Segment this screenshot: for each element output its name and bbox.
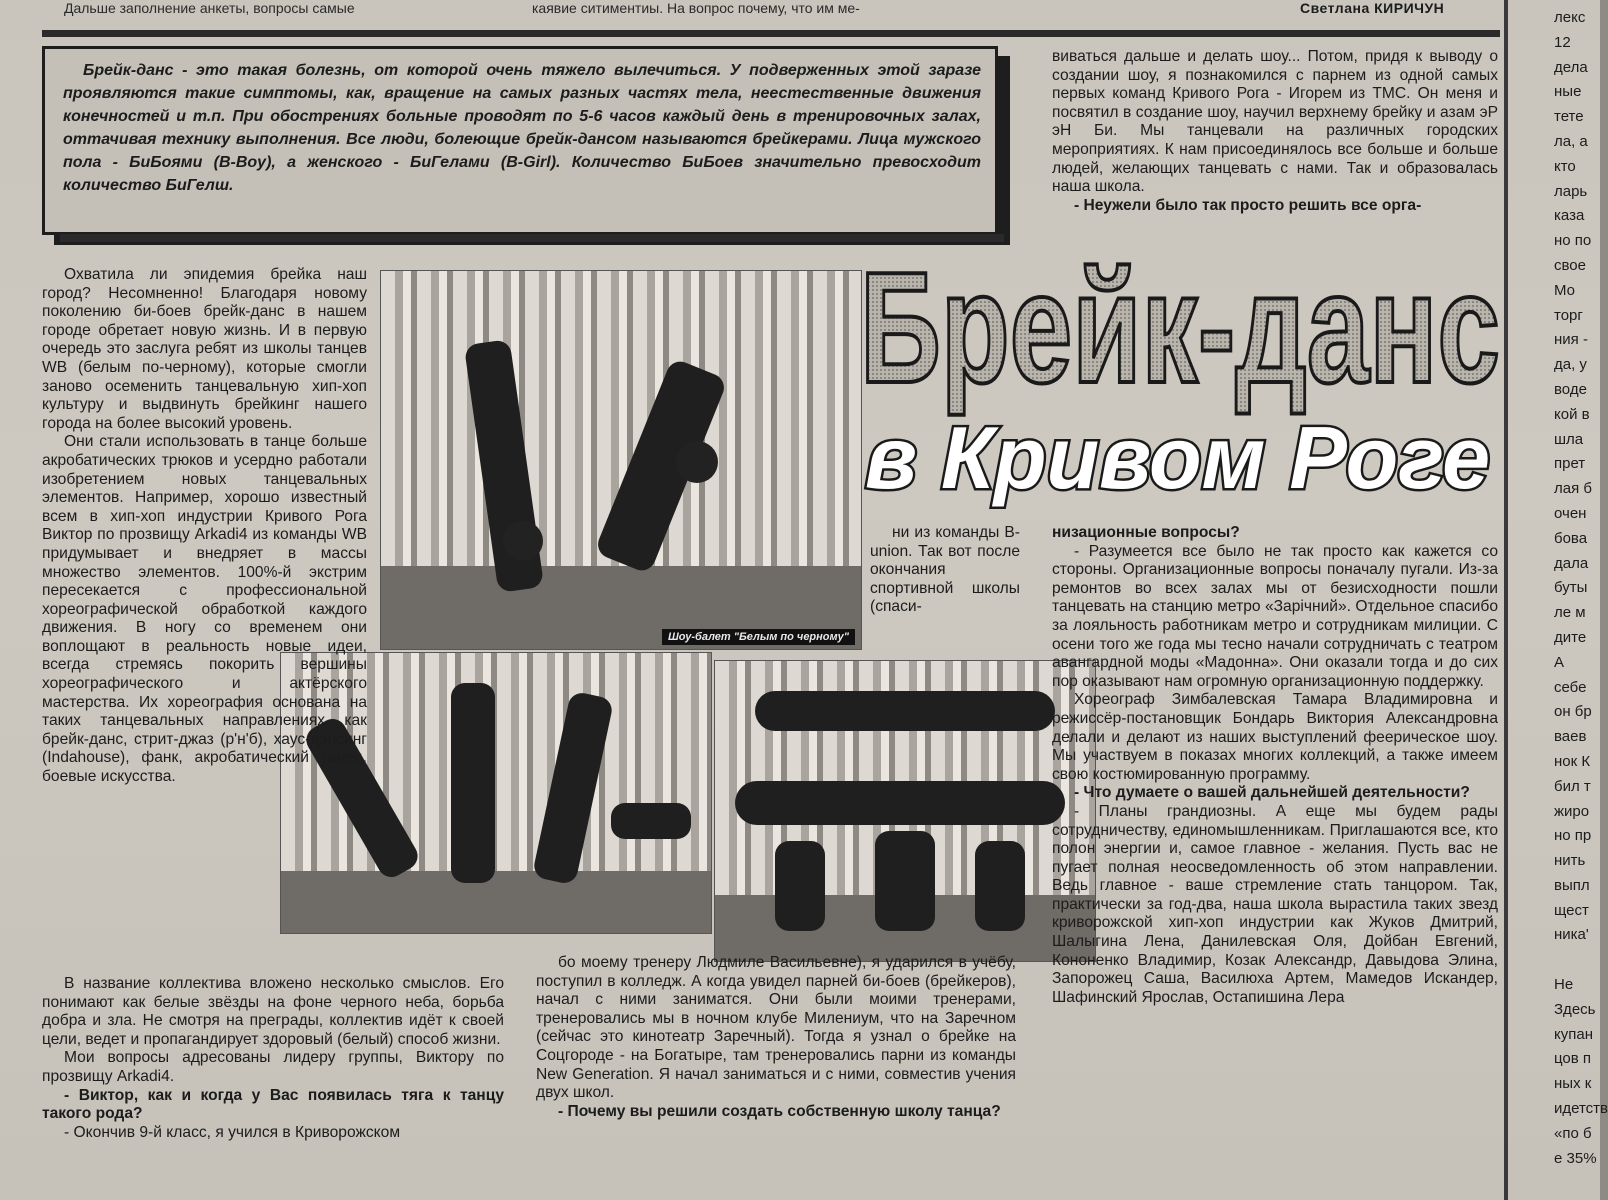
photo-floor (281, 871, 711, 933)
edge-fragment: кой в (1554, 405, 1590, 423)
edge-fragment: Не (1554, 976, 1574, 994)
dancer-figure (975, 841, 1025, 931)
dancer-head (676, 441, 718, 483)
edge-fragment: кто (1554, 157, 1576, 175)
dancer-figure (775, 841, 825, 931)
edge-fragment: тете (1554, 108, 1584, 126)
article-column-edge (1554, 6, 1608, 1171)
interview-question: - Виктор, как и когда у Вас появилась тяга к танцу такого рода? (42, 1086, 504, 1123)
headline-line2: в Кривом Роге (865, 408, 1490, 507)
article-paragraph: В название коллектива вложено несколько смыслов. Его понимают как белые звёзды на фоне черного неба, борьба добра и зла. Не смотря на преграды, коллектив идёт к своей цели, ведет и пропагандирует здоровый (белый) способ жизни. (42, 975, 504, 1048)
edge-fragment: да, у (1554, 356, 1587, 374)
edge-fragment: 12 (1554, 33, 1571, 51)
edge-fragment: прет (1554, 455, 1586, 473)
edge-fragment: нок К (1554, 752, 1591, 770)
edge-fragment: щест (1554, 901, 1589, 919)
column-rule (1504, 0, 1508, 1200)
edge-fragment: ларь (1554, 182, 1588, 200)
edge-fragment: лекс (1554, 9, 1586, 26)
edge-fragment: цов п (1554, 1050, 1592, 1068)
edge-fragment: себе (1554, 678, 1587, 696)
edge-fragment: каза (1554, 207, 1585, 225)
top-rule (42, 30, 1500, 37)
top-strip-middle: каявие ситиментиы. На вопрос почему, что им ме- (532, 0, 860, 16)
dancer-figure (875, 831, 935, 931)
edge-fragment: «по б (1554, 1124, 1592, 1142)
article-column-middle (870, 524, 1020, 617)
edge-fragment: воде (1554, 380, 1587, 398)
edge-fragment: бил т (1554, 777, 1591, 795)
lead-paragraph: Брейк-данс - это такая болезнь, от которой очень тяжело вылечиться. У подверженных этой заразе проявляются такие симптомы, как, вращение на самых разных частях тела, неестественные движения конечностей и т.п. При обострениях больные проводят по 5-6 часов каждый день в тренировочных залах, оттачивая технику выполнения. Все люди, болеющие брейк-дансом называются брейкерами. Лица мужского пола - БиБоями (B-Boy), а женского - БиГелами (B-Girl). Количество БиБоев значительно превосходит количество БиГелш. (63, 62, 981, 194)
article-paragraph: Охватила ли эпидемия брейка наш город? Несомненно! Благодаря новому поколению би-боев брейк-данс в нашем городе обретает новую жизнь. И в первую очередь это заслуга ребят из школы танцев WB (белым по-черному), которые смогли заново осеменить танцевальную хип-хоп культуру и выдвинуть брейкинг нашего города на более высокий уровень. (42, 266, 367, 432)
interview-question: - Неужели было так просто решить все орга- (1074, 196, 1422, 214)
article-paragraph: бо моему тренеру Людмиле Васильевне), я ударился в учёбу, поступил в колледж. А когда увидел парней би-боев (брейкеров), начал с ними заниматся. Они были моими тренерами, тренеровались мы в ночном клубе Милениум, что на Заречном (сейчас это кинотеатр Заречный). Тогда я узнал о брейке на Соцгороде - на Богатыре, там тренеровались парни из команды New Generation. Я начал заниматься и с ними, совместив учения двух школ. (536, 954, 1016, 1102)
edge-fragment: жиро (1554, 802, 1590, 820)
edge-fragment: ния - (1554, 331, 1588, 349)
edge-fragment: ные (1554, 83, 1582, 101)
article-paragraph: - Окончив 9-й класс, я учился в Криворожском (64, 1123, 401, 1141)
interview-question: - Почему вы решили создать собственную школу танца? (558, 1102, 1001, 1120)
article-column-left (42, 975, 504, 1142)
interview-question: - Что думаете о вашей дальнейшей деятельности? (1074, 784, 1470, 802)
edge-fragment: идетств (1554, 1100, 1608, 1118)
edge-fragment: он бр (1554, 703, 1592, 721)
top-strip-left: Дальше заполнение анкеты, вопросы самые (64, 0, 355, 16)
edge-fragment: дала (1554, 554, 1589, 572)
edge-fragment: ных к (1554, 1075, 1592, 1093)
edge-fragment: выпл (1554, 876, 1590, 894)
edge-fragment: очен (1554, 504, 1587, 522)
article-paragraph: Они стали использовать в танце больше акробатических трюков и усердно работали изобретением новых танцевальных элементов. Например, хорошо известный всем в хип-хоп индустрии Кривого Рога Виктор по прозвищу Arkadi4 из команды WB придумывает и внедряет в массы множество элементов. 100%-й экстрим пересекается с профессиональной хореографической обработкой каждого движения. В ногу со временем они воплощают в реальность новые идеи, всегда стремясь покорить вершины хореографического и актёрского мастерства. Их хореография основана на таких танцевальных направлениях как брейк-данс, стрит-джаз (р'н'б), хаус-дэнсинг (Indahouse), фанк, акробатический танец, боевые искусства. (42, 433, 367, 786)
edge-fragment: свое (1554, 256, 1586, 274)
edge-fragment: купан (1554, 1025, 1593, 1043)
dancer-figure (451, 683, 495, 883)
edge-fragment (1554, 948, 1600, 973)
edge-fragment: дела (1554, 58, 1588, 76)
article-column-right-top (1052, 48, 1498, 215)
edge-fragment: е 35% (1554, 1149, 1597, 1167)
article-column-left-top (42, 266, 367, 787)
interview-question: низационные вопросы? (1052, 524, 1240, 541)
author-byline: Светлана КИРИЧУН (1300, 0, 1445, 16)
article-paragraph: Хореограф Зимбалевская Тамара Владимировна и режиссёр-постановщик Бондарь Виктория Александровна делали и делают из наших выступлений феерическое шоу. Мы участвуем в показах многих коллекций, а также имеем свою костюмированную программу. (1052, 691, 1498, 783)
headline-line1: Брейк-данс (860, 240, 1500, 416)
article-paragraph: - Разумеется все было не так просто как кажется со стороны. Организационные вопросы поначалу пугали. Из-за ремонтов во всех залах мы от безисходности пошли танцевать на станцию метро «Зарічний». Отдельное спасибо за лояльность работникам метро и сотрудникам милиции. С осени того же года мы тесно начали сотрудничать с театром авангардной моды «Мадонна». Они оказали тогда и до сих пор оказывают нам огромную организационную поддержку. (1052, 542, 1498, 690)
edge-fragment: Здесь (1554, 1000, 1596, 1018)
dancer-head (503, 521, 543, 561)
article-paragraph: - Планы грандиозны. А еще мы будем рады сотрудничеству, единомышленникам. Приглашаются все, кто полон энергии и, самое главное - желания. Пусть вас не пугает полная неосведомленность об этом направлении. Ведь главное - ваше стремление стать танцором. Так, практически за год-два, наша школа вырастила таких звезд криворожской хип-хоп индустрии как Жуков Дмитрий, Шалыгина Лена, Данилевская Оля, Дойбан Евгений, Кононенко Владимир, Козак Александр, Давыдова Элина, Запорожец Саша, Василюха Артем, Мамедов Искандер, Шафинский Ярослав, Остапишина Лера (1052, 802, 1498, 1006)
edge-fragment: бова (1554, 529, 1588, 547)
article-paragraph: виваться дальше и делать шоу... Потом, придя к выводу о создании шоу, я познакомился с парнем из одной самых первых команд Кривого Рога - Игорем из ТМС. Он меня и посвятил в создание шоу, научил верхнему брейку и азам эР эН Би. Мы танцевали на различных городских мероприятиях. К нам присоединялось все больше и больше людей, желающих танцевать с нами. Так и образовалась наша школа. (1052, 48, 1498, 196)
photo-show-ballet (380, 270, 862, 650)
edge-fragment: ле м (1554, 604, 1586, 622)
edge-fragment: буты (1554, 579, 1588, 597)
edge-fragment: но по (1554, 232, 1592, 250)
photo-group-right (714, 660, 1096, 962)
edge-fragment: ника' (1554, 926, 1589, 944)
lead-box (42, 46, 998, 235)
photo-caption: Шоу-балет "Белым по черному" (662, 629, 855, 645)
edge-fragment: нить (1554, 852, 1586, 870)
article-column-bottom-middle (536, 954, 1016, 1121)
dancer-figure (755, 691, 1055, 731)
dancer-figure (611, 803, 691, 839)
edge-fragment: но пр (1554, 827, 1592, 845)
edge-fragment: торг (1554, 306, 1583, 324)
article-paragraph: Мои вопросы адресованы лидеру группы, Виктору по прозвищу Arkadi4. (42, 1049, 504, 1085)
edge-fragment: А (1554, 653, 1565, 671)
edge-fragment: ла, а (1554, 132, 1588, 150)
edge-fragment: ваев (1554, 728, 1587, 746)
dancer-figure (735, 781, 1065, 825)
headline (855, 240, 1505, 510)
edge-fragment: шла (1554, 430, 1584, 448)
edge-fragment: дите (1554, 628, 1587, 646)
edge-fragment: Мо (1554, 281, 1576, 299)
article-paragraph: ни из команды B-union. Так вот после окончания спортивной школы (спаси- (870, 524, 1020, 616)
article-column-right (1052, 524, 1498, 1007)
edge-fragment: лая б (1554, 480, 1592, 498)
